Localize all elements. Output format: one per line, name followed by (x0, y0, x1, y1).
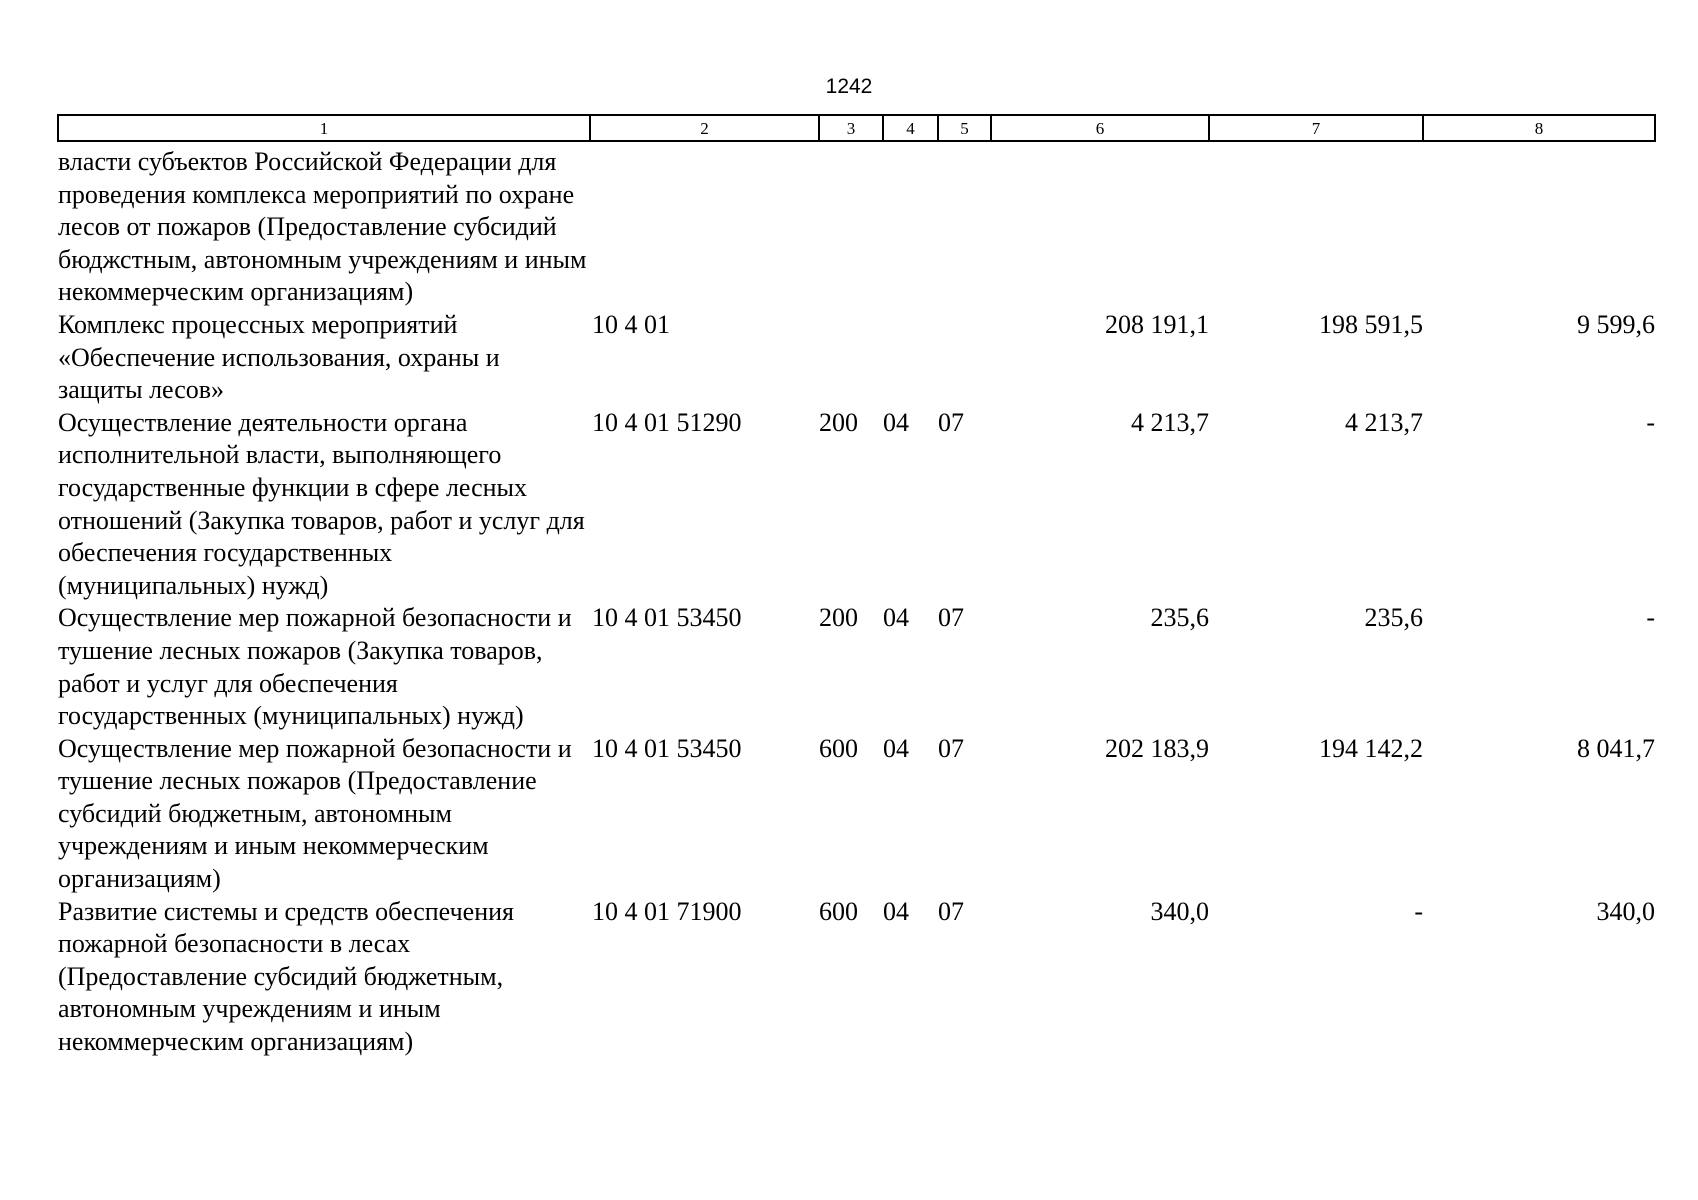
target-article-code (590, 141, 819, 309)
target-article-code: 10 4 01 51290 (592, 407, 742, 437)
table-header-row (58, 115, 1655, 141)
amount-column-8: 340,0 (1596, 896, 1655, 926)
target-article-code: 10 4 01 53450 (592, 603, 742, 633)
subsection-code (938, 141, 991, 309)
target-article-code: 10 4 01 71900 (592, 896, 742, 926)
amount-column-7: 235,6 (1364, 603, 1423, 633)
budget-table (57, 114, 1656, 1059)
amount-column-7: 194 142,2 (1319, 733, 1423, 763)
expense-type-code: 600 (819, 733, 858, 763)
page-number: 1242 (825, 75, 873, 98)
subsection-code: 07 (938, 733, 964, 763)
amount-total: 340,0 (1150, 896, 1209, 926)
column-header: 5 (938, 115, 991, 141)
column-header: 1 (58, 115, 590, 141)
row-name: Осуществление деятельности органа исполнительной власти, выполняющего государственные функции в сфере лесных отношений (Закупка товаров, работ и услуг для обеспечения государственных (муниципальных) нужд) (58, 407, 585, 600)
row-name: Осуществление мер пожарной безопасности и тушение лесных пожаров (Предоставление субсидий бюджетным, автономным учреждениям и иным некоммерческим организациям) (58, 733, 572, 894)
section-code: 04 (883, 407, 909, 437)
amount-total: 208 191,1 (1105, 309, 1209, 339)
row-name: Комплекс процессных мероприятий «Обеспечение использования, охраны и защиты лесов» (58, 309, 500, 405)
column-header: 6 (991, 115, 1209, 141)
target-article-code: 10 4 01 (592, 309, 670, 339)
table-row (58, 407, 1655, 603)
expense-type-code (819, 141, 883, 309)
amount-total: 235,6 (1150, 603, 1209, 633)
table-row (58, 309, 1655, 407)
section-code (883, 141, 938, 309)
amount-column-8: 8 041,7 (1577, 733, 1655, 763)
subsection-code: 07 (938, 896, 964, 926)
target-article-code: 10 4 01 53450 (592, 733, 742, 763)
amount-column-8: 9 599,6 (1577, 309, 1655, 339)
expense-type-code (819, 309, 883, 407)
amount-total: 202 183,9 (1105, 733, 1209, 763)
amount-column-8 (1423, 141, 1655, 309)
table-row (58, 141, 1655, 309)
amount-total (991, 141, 1209, 309)
amount-total: 4 213,7 (1131, 407, 1209, 437)
section-code: 04 (883, 603, 909, 633)
expense-type-code: 200 (819, 603, 858, 633)
amount-column-7: 4 213,7 (1345, 407, 1423, 437)
section-code: 04 (883, 733, 909, 763)
amount-column-7: - (1414, 896, 1423, 926)
table-row (58, 602, 1655, 732)
subsection-code: 07 (938, 407, 964, 437)
column-header: 7 (1209, 115, 1423, 141)
column-header: 3 (819, 115, 883, 141)
expense-type-code: 200 (819, 407, 858, 437)
subsection-code (938, 309, 991, 407)
section-code (883, 309, 938, 407)
row-name: Развитие системы и средств обеспечения пожарной безопасности в лесах (Предоставление субсидий бюджетным, автономным учреждениям и иным некоммерческим организациям) (58, 896, 514, 1057)
subsection-code: 07 (938, 603, 964, 633)
amount-column-8: - (1646, 603, 1655, 633)
table-row (58, 733, 1655, 896)
column-header: 2 (590, 115, 819, 141)
row-name: Осуществление мер пожарной безопасности и тушение лесных пожаров (Закупка товаров, работ и услуг для обеспечения государственных (муниципальных) нужд) (58, 603, 572, 731)
amount-column-8: - (1646, 407, 1655, 437)
column-header: 8 (1423, 115, 1655, 141)
row-name: власти субъектов Российской Федерации для проведения комплекса мероприятий по охране лесов от пожаров (Предоставление субсидий бюджстным, автономным учреждениям и иным некоммерческим организациям) (58, 147, 587, 307)
amount-column-7 (1209, 141, 1423, 309)
expense-type-code: 600 (819, 896, 858, 926)
column-header: 4 (883, 115, 938, 141)
amount-column-7: 198 591,5 (1319, 309, 1423, 339)
table-row (58, 896, 1655, 1059)
section-code: 04 (883, 896, 909, 926)
